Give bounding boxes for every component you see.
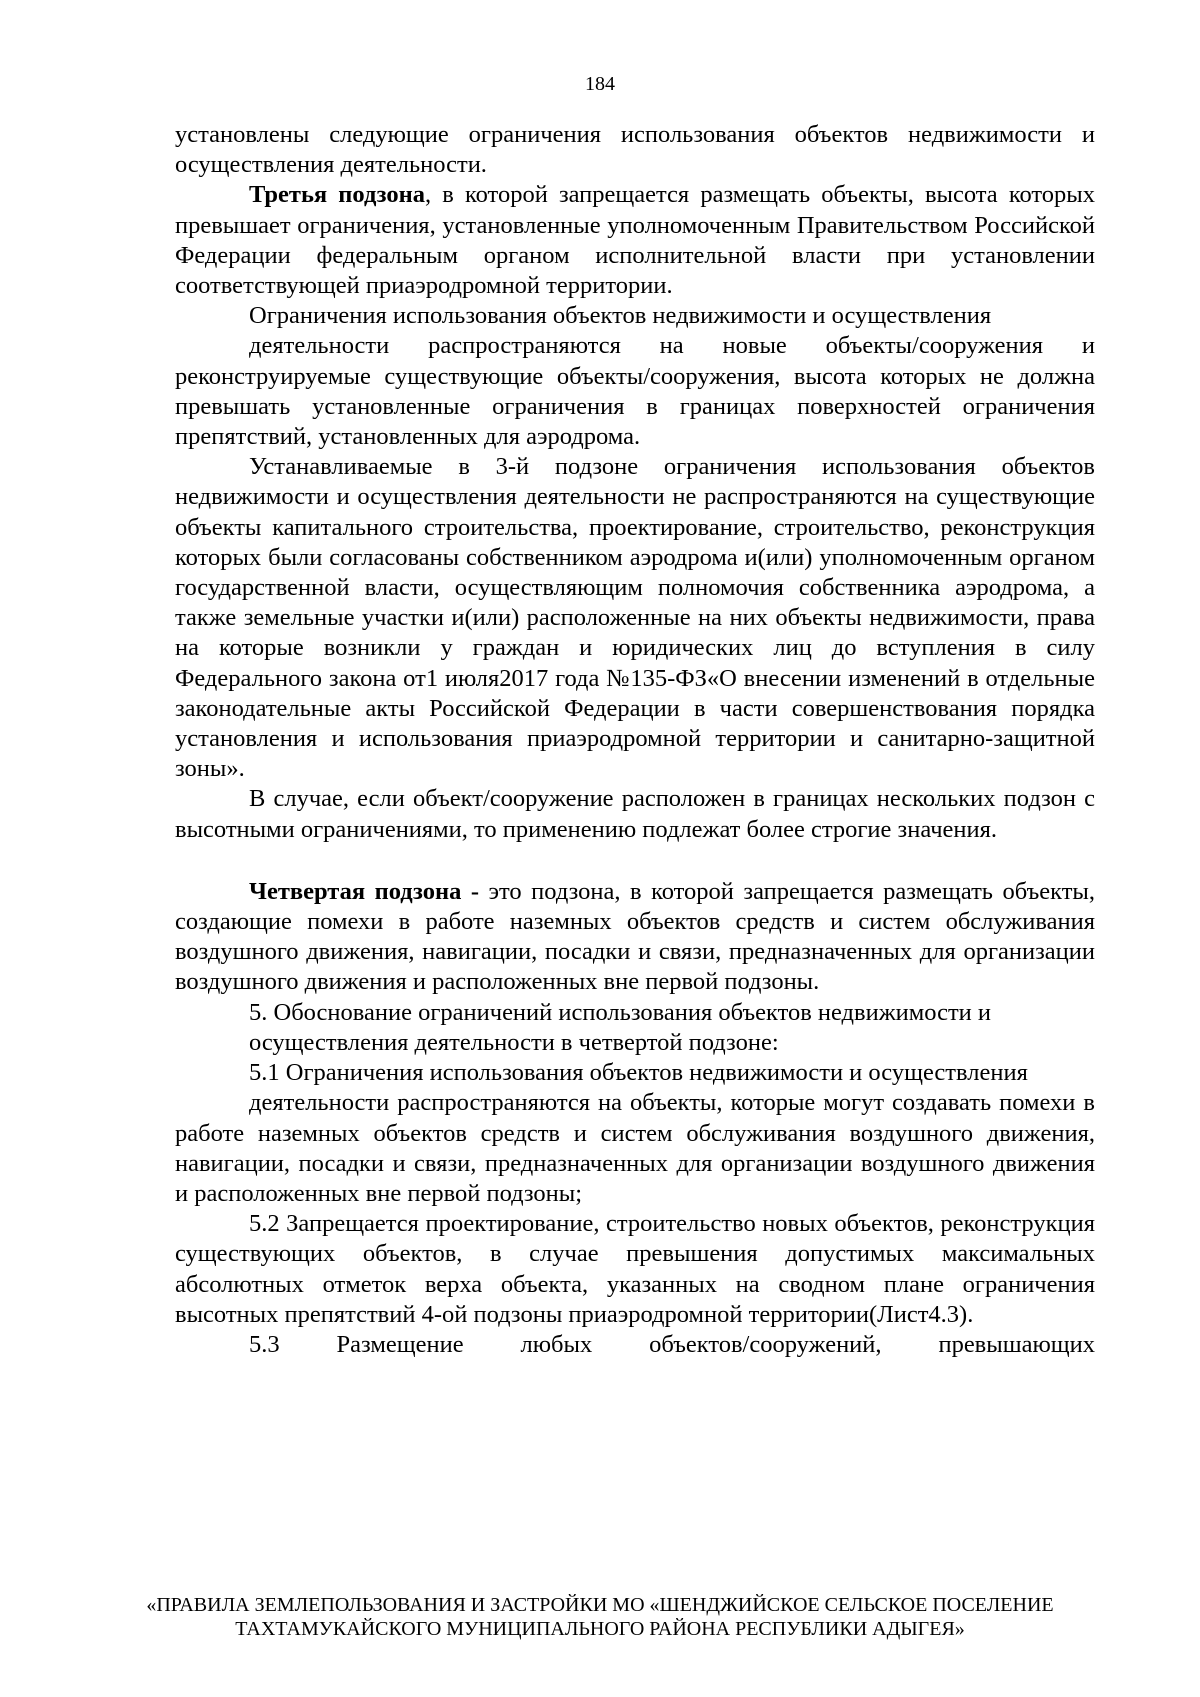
paragraph-established-restrictions: Устанавливаемые в 3-й подзоне ограничения использования объектов недвижимости и осуществления деятельности не распространяются на существующие объекты капитального строительства, проектирование, строительство, реконструкция которых были согласованы собственником аэродрома и(или) уполномоченным органом государственной власти, осуществляющим полномочия собственника аэродрома, а также земельные участки и(или) расположенные на них объекты недвижимости, права на которые возникли у граждан и юридических лиц до вступления в силу Федерального закона от1 июля2017 года №135-ФЗ«О внесении изменений в отдельные законодательные акты Российской Федерации в части совершенствования порядка установления и использования приаэродромной территории и санитарно-защитной зоны».	[175, 453, 1095, 783]
paragraph-fourth-subzone	[175, 877, 1095, 998]
footer-line-1: «ПРАВИЛА ЗЕМЛЕПОЛЬЗОВАНИЯ И ЗАСТРОЙКИ МО «ШЕНДЖИЙСКОЕ СЕЛЬСКОЕ ПОСЕЛЕНИЕ	[146, 1594, 1054, 1616]
paragraph-multiple-subzones: В случае, если объект/сооружение расположен в границах нескольких подзон с высотными ограничениями, то применению подлежат более строгие значения.	[175, 785, 1095, 843]
footer-line-2: ТАХТАМУКАЙСКОГО МУНИЦИПАЛЬНОГО РАЙОНА РЕСПУБЛИКИ АДЫГЕЯ»	[235, 1618, 965, 1640]
paragraph-section5-title-line1: 5. Обоснование ограничений использования объектов недвижимости и	[249, 998, 992, 1026]
paragraph-intro: установлены следующие ограничения использования объектов недвижимости и осуществления деятельности.	[175, 121, 1095, 179]
paragraph-restrictions-wrap	[175, 331, 1095, 452]
paragraph-third-subzone	[175, 180, 1095, 301]
document-body	[175, 120, 1095, 1360]
paragraph-section5-title-line2: осуществления деятельности в четвертой подзоне:	[249, 1028, 779, 1056]
fourth-subzone-text: это подзона, в которой запрещается размещать объекты, создающие помехи в работе наземных объектов средств и систем обслуживания воздушного движения, навигации, посадки и связи, предназначенных для организации воздушного движения и расположенных вне первой подзоны.	[175, 877, 1096, 996]
restrictions-text: деятельности распространяются на новые объекты/сооружения и реконструируемые существующие объекты/сооружения, высота которых не должна превышать установленные ограничения в границах поверхностей ограничения препятствий, установленных для аэродрома.	[175, 332, 1095, 451]
paragraph-5-1-text: деятельности распространяются на объекты, которые могут создавать помехи в работе наземных объектов средств и систем обслуживания воздушного движения, навигации, посадки и связи, предназначенных для организации воздушного движения и расположенных вне первой подзоны;	[175, 1089, 1095, 1207]
paragraph-gap	[175, 845, 1095, 877]
third-subzone-heading: Третья подзона	[249, 181, 425, 209]
page-number: 184	[585, 73, 615, 95]
paragraph-5-1-heading: 5.1 Ограничения использования объектов недвижимости и осуществления	[249, 1059, 1028, 1087]
document-footer	[0, 1593, 1200, 1641]
paragraph-restrictions-line1: Ограничения использования объектов недвижимости и осуществления	[249, 302, 992, 330]
third-subzone-text: , в которой запрещается размещать объекты, высота которых превышает ограничения, установленные уполномоченным Правительством Российской Федерации федеральным органом исполнительной власти при установлении соответствующей приаэродромной территории.	[175, 181, 1096, 300]
paragraph-5-3: 5.3 Размещение любых объектов/сооружений, превышающих	[249, 1330, 1095, 1358]
fourth-subzone-heading: Четвертая подзона -	[249, 877, 479, 905]
paragraph-5-2: 5.2 Запрещается проектирование, строительство новых объектов, реконструкция существующих объектов, в случае превышения допустимых максимальных абсолютных отметок верха объекта, указанных на сводном плане ограничения высотных препятствий 4-ой подзоны приаэродромной территории(Лист4.3).	[175, 1210, 1095, 1328]
